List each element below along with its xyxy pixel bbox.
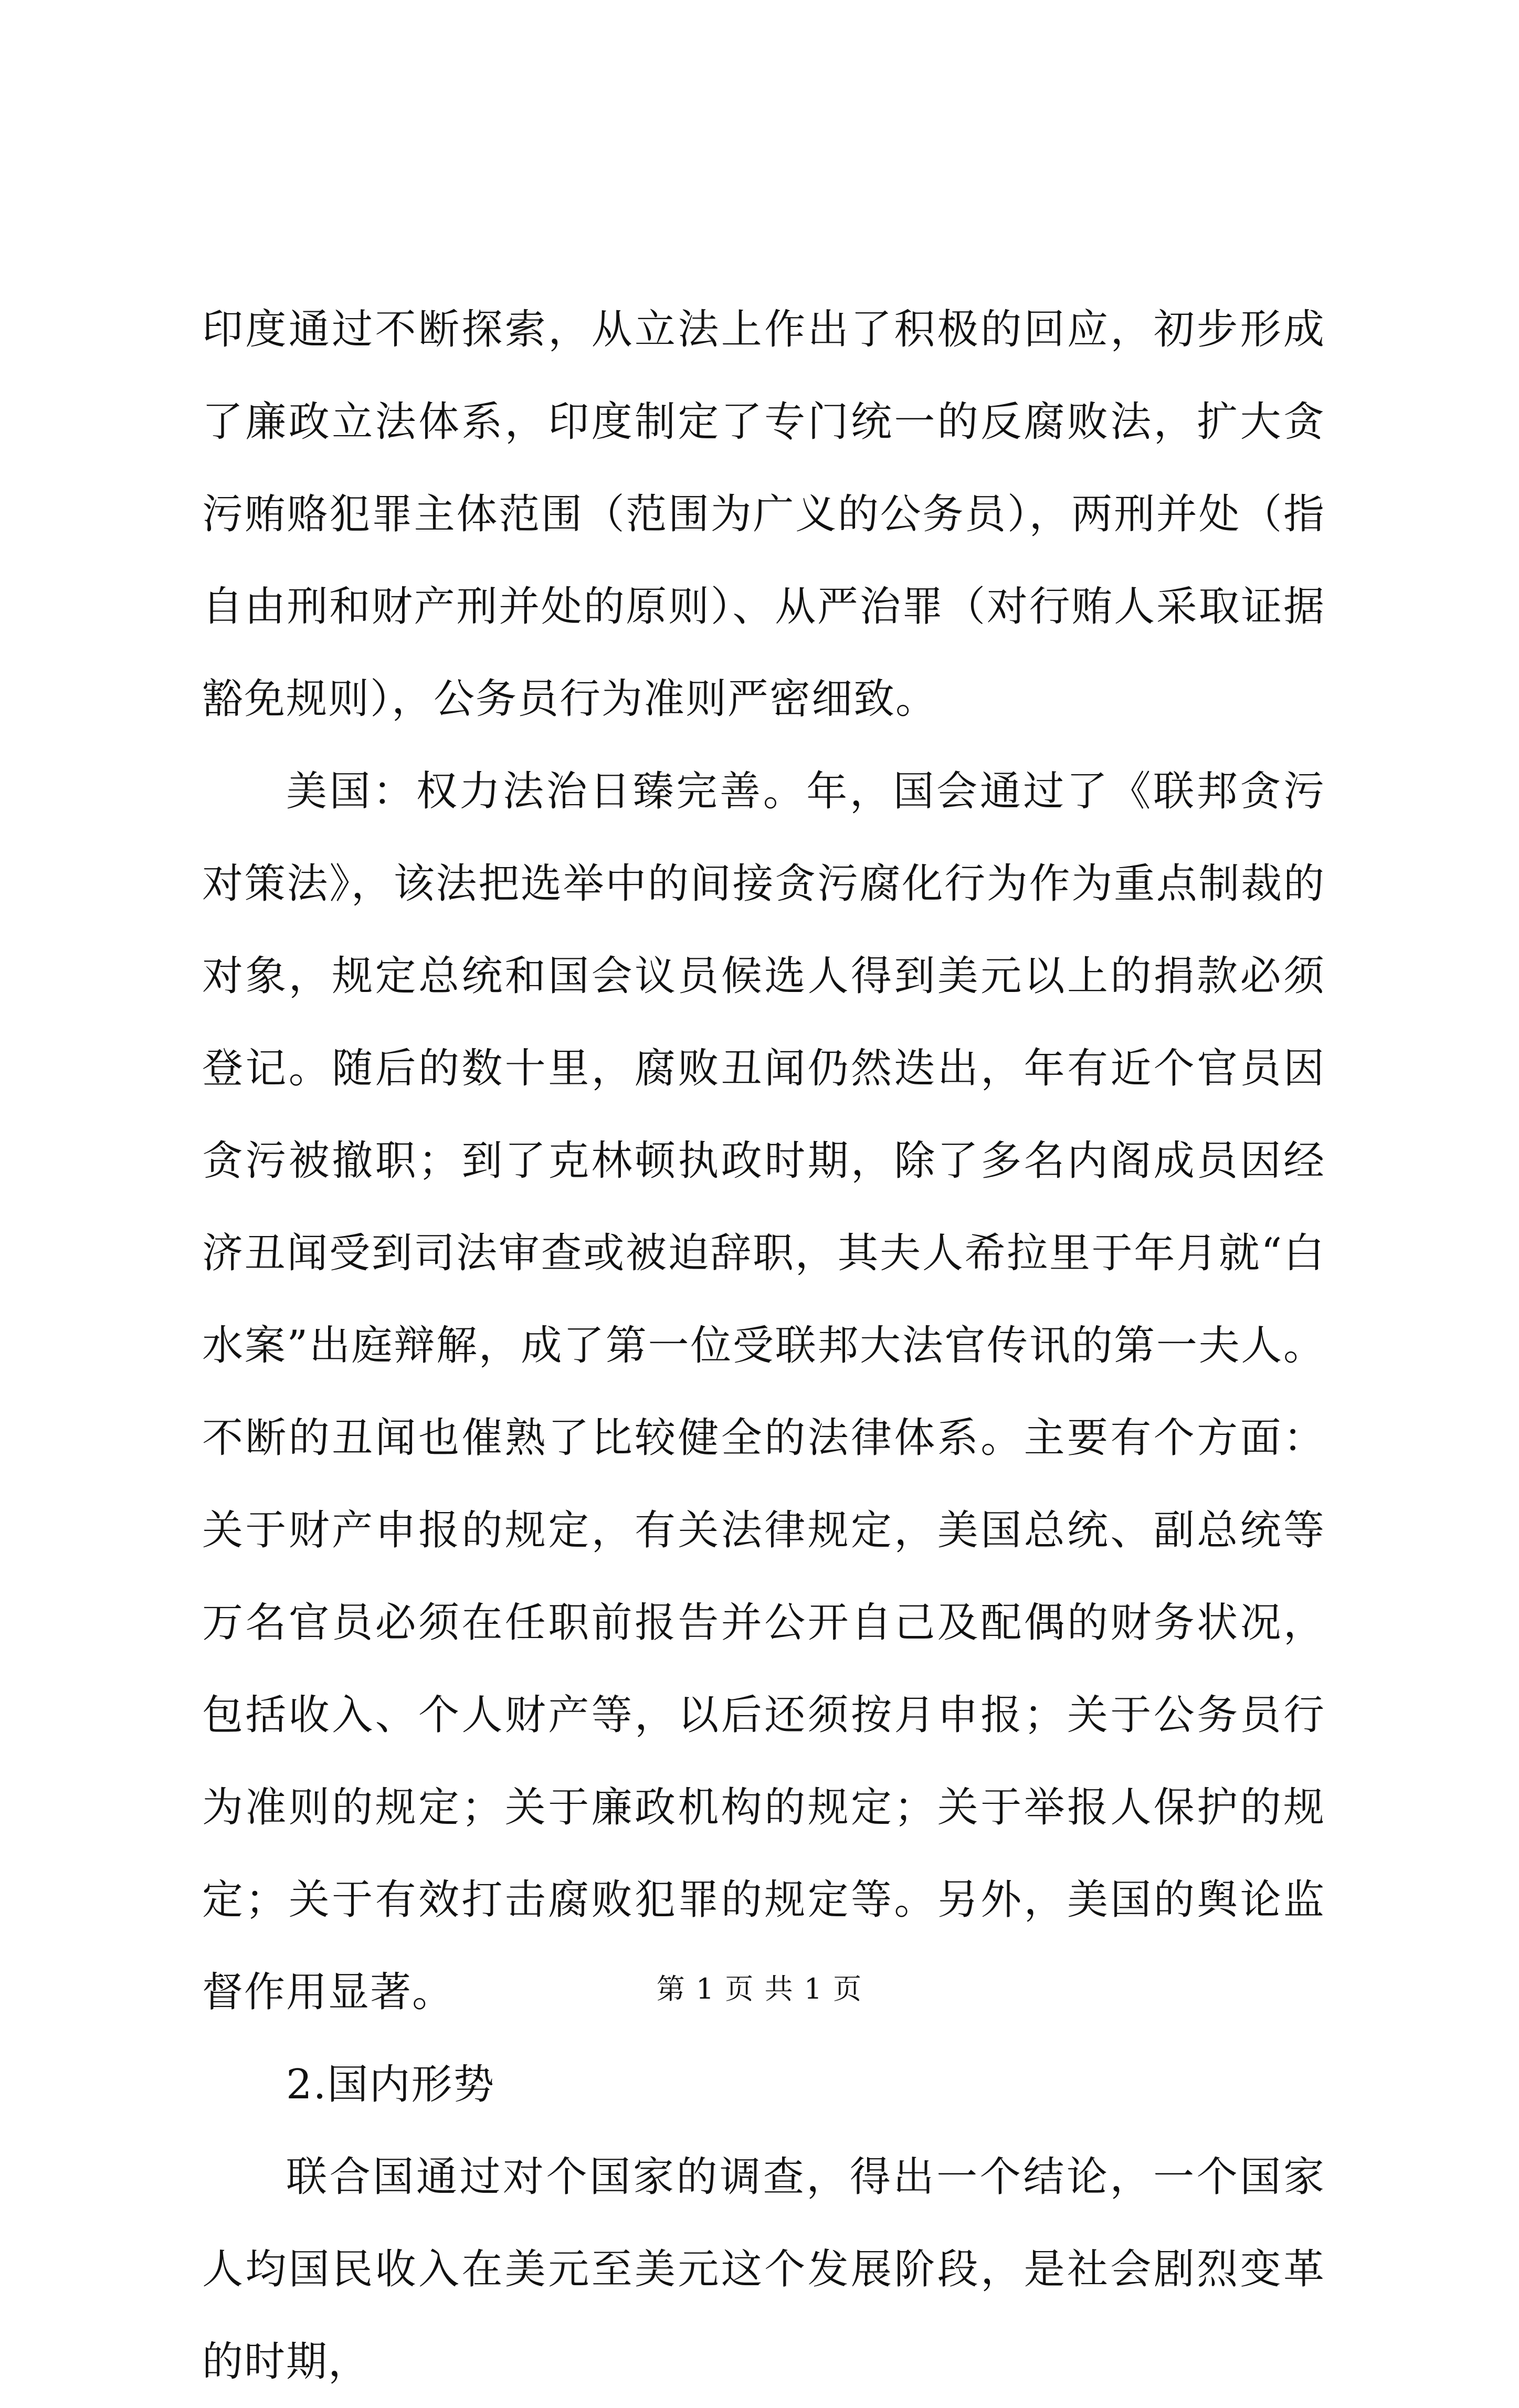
paragraph-india: 印度通过不断探索，从立法上作出了积极的回应，初步形成了廉政立法体系，印度制定了专门统一的反腐败法，扩大贪污贿赂犯罪主体范围（范围为广义的公务员），两刑并处（指自由刑和财产刑并处的原则）、从严治罪（对行贿人采取证据豁免规则），公务员行为准则严密细致。 <box>202 306 1325 723</box>
paragraph-usa: 美国：权力法治日臻完善。年，国会通过了《联邦贪污对策法》，该法把选举中的间接贪污腐化行为作为重点制裁的对象，规定总统和国会议员候选人得到美元以上的捐款必须登记。随后的数十里，腐败丑闻仍然迭出，年有近个官员因贪污被撤职；到了克林顿执政时期，除了多名内阁成员因经济丑闻受到司法审查或被迫辞职，其夫人希拉里于年月就“白水案”出庭辩解，成了第一位受联邦大法官传讯的第一夫人。不断的丑闻也催熟了比较健全的法律体系。主要有个方面：关于财产申报的规定，有关法律规定，美国总统、副总统等万名官员必须在任职前报告并公开自己及配偶的财务状况，包括收入、个人财产等，以后还须按月申报；关于公务员行为准则的规定；关于廉政机构的规定；关于举报人保护的规定；关于有效打击腐败犯罪的规定等。另外，美国的舆论监督作用显著。 <box>202 768 1325 2016</box>
page-footer: 第 1 页 共 1 页 <box>656 1972 863 2005</box>
paragraph-un: 联合国通过对个国家的调查，得出一个结论，一个国家人均国民收入在美元至美元这个发展阶段，是社会剧烈变革的时期， <box>202 2153 1325 2385</box>
document-body <box>202 283 1325 2408</box>
section-heading: 2.国内形势 <box>286 2061 495 2108</box>
